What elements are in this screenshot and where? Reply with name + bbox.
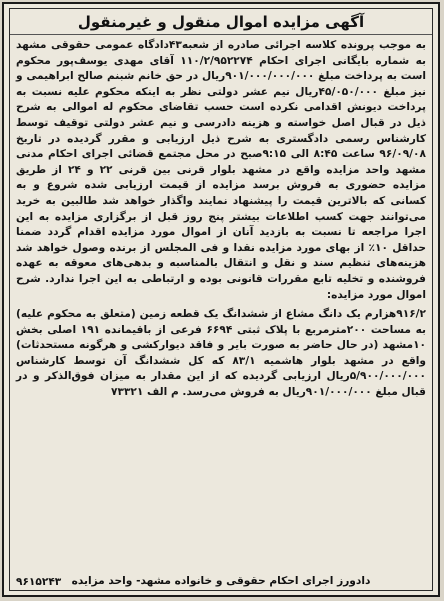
notice-frame — [9, 8, 433, 591]
notice-paragraph-property: ۹۱۶/۲هزارم یک دانگ مشاع از ششدانگ یک قطعه زمین (متعلق به محکوم علیه) به مساحت ۲۰۰مترمربع با پلاک ثبتی ۶۶۹۴ فرعی از باقیمانده ۱۹۱ اصلی بخش ۱۰مشهد (در حال حاضر به صورت بایر و فاقد دیوارکشی و هرگونه مستحدثات) واقع در مشهد بلوار هاشمیه ۸۳/۱ که کل ششدانگ آن توسط کارشناس ۵/۹۰۰/۰۰۰/۰۰۰ریال ارزیابی گردیده که از این مقدار به میزان فوق‌الذکر و در قبال مبلغ ۹۰۱/۰۰۰/۰۰۰ریال به فروش می‌رسد. م الف ۷۳۳۲۱ — [16, 308, 426, 399]
notice-body — [10, 35, 432, 401]
notice-title: آگهی مزایده اموال منقول و غیرمنقول — [10, 9, 432, 35]
notice-sheet — [2, 2, 440, 597]
notice-paragraph-main: به موجب پرونده کلاسه اجرائی صادره از شعبه۴۳دادگاه عمومی حقوقی مشهد به شماره بایگانی اجرای احکام ۱۱۰/۲/۹۵۲۲۷۴ آقای مهدی یوسف‌پور محکوم است به پرداخت مبلغ ۹۰۱/۰۰۰/۰۰۰/۰۰۰ریال در حق خانم شبنم صالح ابراهیمی و نیز مبلغ ۴۵/۰۵۰/۰۰۰ریال نیم عشر دولتی نظر به اینکه محکوم علیه نسبت به پرداخت دیونش اقدامی نکرده است حسب تقاضای محکوم له اموالی به شرح ذیل در قبال اصل خواسته و هزینه دادرسی و نیم عشر دولتی توقیف توسط کارشناس رسمی دادگستری به شرح ذیل ارزیابی و مقرر گردیده در تاریخ ۹۶/۰۹/۰۸ ساعت ۸:۴۵ الی ۹:۱۵صبح در محل مجتمع قضائی اجرای احکام مدنی مشهد واحد مزایده واقع در مشهد بلوار قرنی بین قرنی ۲۲ و ۲۴ از طریق مزایده حضوری به فروش برسد مزایده از قیمت ارزیابی شده شروع و به کسانی که بالاترین قیمت را پیشنهاد نمایند واگذار خواهد شد طالبین به خرید می‌توانند جهت کسب اطلاعات بیشتر پنج روز قبل از برگزاری مزایده به این اجرا مراجعه تا نسبت به بازدید آنان از اموال مورد مزایده اقدام گردد ضمنا حداقل ۱۰٪ از بهای مورد مزایده نقدا و فی المجلس از برنده وصول خواهد شد هزینه‌های تنظیم سند و نقل و انتقال بالمناسبه و بدهی‌های معوقه به عهده فروشنده و تخلیه تابع مقررات قانونی بوده و ارتباطی به این اجرا ندارد. شرح اموال مورد مزایده: — [16, 39, 427, 301]
notice-signature: دادورز اجرای احکام حقوقی و خانواده مشهد- واحد مزایده — [71, 575, 371, 587]
notice-code: ۹۶۱۵۲۴۳ — [16, 576, 62, 588]
